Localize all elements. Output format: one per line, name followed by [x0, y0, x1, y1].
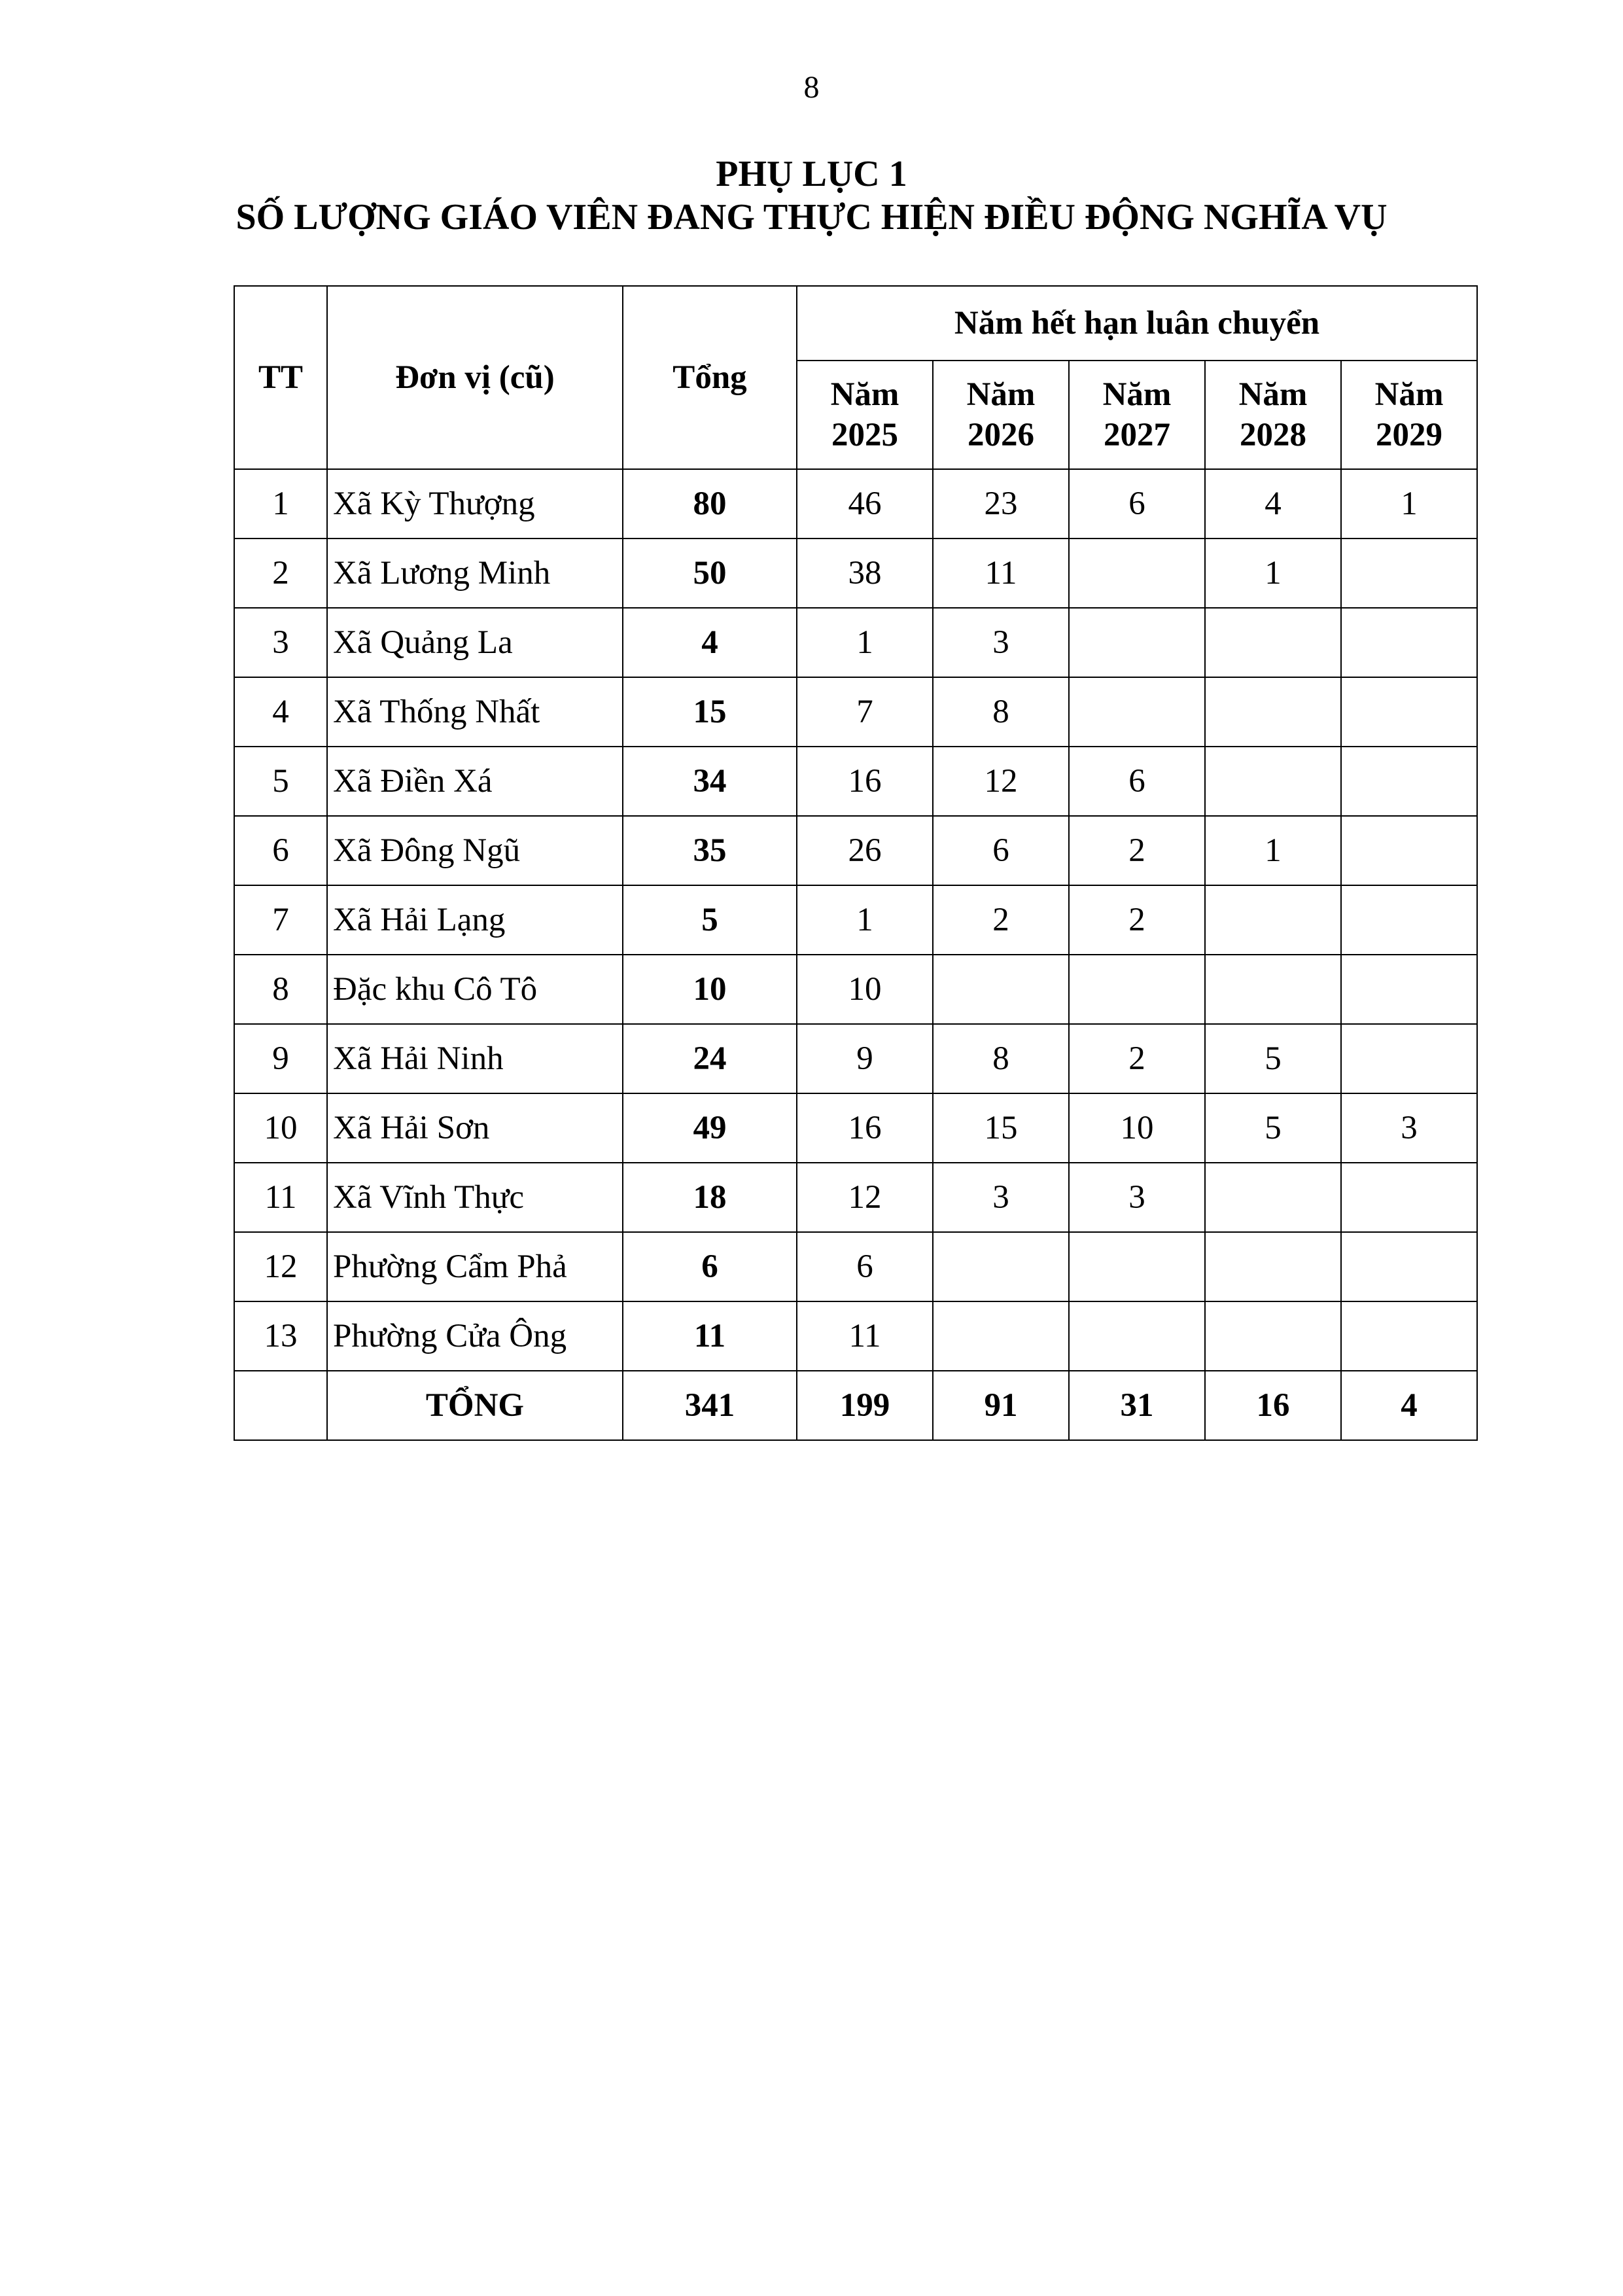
cell-year-2025: 12 — [797, 1163, 933, 1232]
cell-year-2027 — [1069, 1232, 1205, 1301]
cell-year-2025: 46 — [797, 469, 933, 539]
cell-total: 10 — [623, 955, 797, 1024]
cell-year-2026: 3 — [933, 608, 1069, 677]
cell-unit: Xã Kỳ Thượng — [327, 469, 623, 539]
header-year-2028: Năm 2028 — [1205, 361, 1341, 469]
cell-year-2029 — [1341, 608, 1477, 677]
cell-year-2026: 8 — [933, 677, 1069, 747]
cell-tt: 3 — [234, 608, 327, 677]
cell-total: 34 — [623, 747, 797, 816]
totals-year-2026: 91 — [933, 1371, 1069, 1440]
cell-year-2027: 3 — [1069, 1163, 1205, 1232]
cell-year-2025: 16 — [797, 747, 933, 816]
cell-year-2029: 1 — [1341, 469, 1477, 539]
cell-year-2029 — [1341, 1232, 1477, 1301]
table-row — [234, 1232, 1477, 1301]
cell-unit: Xã Điền Xá — [327, 747, 623, 816]
cell-year-2026: 15 — [933, 1093, 1069, 1163]
cell-year-2025: 11 — [797, 1301, 933, 1371]
header-unit: Đơn vị (cũ) — [327, 286, 623, 469]
table-row — [234, 469, 1477, 539]
table-row — [234, 539, 1477, 608]
cell-total: 5 — [623, 885, 797, 955]
cell-year-2029 — [1341, 1163, 1477, 1232]
cell-unit: Xã Lương Minh — [327, 539, 623, 608]
header-year-2025: Năm 2025 — [797, 361, 933, 469]
cell-total: 80 — [623, 469, 797, 539]
cell-year-2029 — [1341, 955, 1477, 1024]
cell-year-2025: 9 — [797, 1024, 933, 1093]
header-total: Tổng — [623, 286, 797, 469]
totals-year-2027: 31 — [1069, 1371, 1205, 1440]
cell-year-2026: 3 — [933, 1163, 1069, 1232]
header-tt: TT — [234, 286, 327, 469]
cell-year-2026 — [933, 955, 1069, 1024]
cell-year-2025: 1 — [797, 608, 933, 677]
teacher-rotation-table — [234, 285, 1478, 1441]
cell-tt: 10 — [234, 1093, 327, 1163]
totals-year-2028: 16 — [1205, 1371, 1341, 1440]
cell-year-2026: 8 — [933, 1024, 1069, 1093]
cell-tt: 8 — [234, 955, 327, 1024]
cell-year-2029 — [1341, 1024, 1477, 1093]
table-row — [234, 885, 1477, 955]
cell-total: 15 — [623, 677, 797, 747]
totals-label: TỔNG — [327, 1371, 623, 1440]
cell-total: 49 — [623, 1093, 797, 1163]
header-year-2029: Năm 2029 — [1341, 361, 1477, 469]
cell-year-2027 — [1069, 677, 1205, 747]
cell-year-2027: 2 — [1069, 816, 1205, 885]
cell-year-2027: 2 — [1069, 1024, 1205, 1093]
cell-year-2025: 38 — [797, 539, 933, 608]
cell-year-2027: 6 — [1069, 747, 1205, 816]
table-row — [234, 816, 1477, 885]
cell-year-2028: 1 — [1205, 539, 1341, 608]
cell-unit: Xã Quảng La — [327, 608, 623, 677]
table-row — [234, 677, 1477, 747]
cell-year-2028 — [1205, 885, 1341, 955]
cell-tt: 1 — [234, 469, 327, 539]
cell-year-2028 — [1205, 747, 1341, 816]
appendix-title: PHỤ LỤC 1 — [716, 154, 907, 194]
totals-row — [234, 1371, 1477, 1440]
cell-unit: Đặc khu Cô Tô — [327, 955, 623, 1024]
cell-year-2027 — [1069, 1301, 1205, 1371]
cell-year-2026 — [933, 1232, 1069, 1301]
cell-year-2028: 1 — [1205, 816, 1341, 885]
cell-unit: Xã Hải Ninh — [327, 1024, 623, 1093]
cell-year-2026: 23 — [933, 469, 1069, 539]
cell-year-2025: 6 — [797, 1232, 933, 1301]
cell-tt: 2 — [234, 539, 327, 608]
cell-year-2029 — [1341, 677, 1477, 747]
cell-unit: Xã Đông Ngũ — [327, 816, 623, 885]
table-row — [234, 1301, 1477, 1371]
cell-year-2028 — [1205, 677, 1341, 747]
table-row — [234, 1163, 1477, 1232]
cell-total: 6 — [623, 1232, 797, 1301]
cell-year-2025: 26 — [797, 816, 933, 885]
cell-tt: 12 — [234, 1232, 327, 1301]
cell-unit: Phường Cửa Ông — [327, 1301, 623, 1371]
cell-year-2029 — [1341, 747, 1477, 816]
cell-total: 18 — [623, 1163, 797, 1232]
cell-year-2025: 10 — [797, 955, 933, 1024]
table-row — [234, 608, 1477, 677]
cell-year-2028 — [1205, 608, 1341, 677]
cell-year-2028 — [1205, 1163, 1341, 1232]
cell-year-2027 — [1069, 539, 1205, 608]
table-row — [234, 1093, 1477, 1163]
table-row — [234, 1024, 1477, 1093]
cell-year-2029 — [1341, 816, 1477, 885]
cell-year-2028: 4 — [1205, 469, 1341, 539]
cell-total: 35 — [623, 816, 797, 885]
cell-tt: 9 — [234, 1024, 327, 1093]
cell-tt: 5 — [234, 747, 327, 816]
cell-year-2025: 7 — [797, 677, 933, 747]
cell-unit: Xã Vĩnh Thực — [327, 1163, 623, 1232]
cell-tt: 4 — [234, 677, 327, 747]
cell-year-2029: 3 — [1341, 1093, 1477, 1163]
cell-year-2029 — [1341, 885, 1477, 955]
cell-year-2027 — [1069, 955, 1205, 1024]
cell-tt: 7 — [234, 885, 327, 955]
cell-total: 11 — [623, 1301, 797, 1371]
table-row — [234, 747, 1477, 816]
cell-unit: Xã Thống Nhất — [327, 677, 623, 747]
cell-year-2026: 2 — [933, 885, 1069, 955]
cell-year-2025: 1 — [797, 885, 933, 955]
totals-year-2029: 4 — [1341, 1371, 1477, 1440]
cell-year-2028 — [1205, 1301, 1341, 1371]
table-row — [234, 955, 1477, 1024]
cell-unit: Phường Cẩm Phả — [327, 1232, 623, 1301]
totals-total: 341 — [623, 1371, 797, 1440]
cell-tt: 13 — [234, 1301, 327, 1371]
cell-year-2028: 5 — [1205, 1024, 1341, 1093]
appendix-subtitle: SỐ LƯỢNG GIÁO VIÊN ĐANG THỰC HIỆN ĐIỀU ĐỘNG NGHĨA VỤ — [236, 197, 1387, 238]
cell-year-2029 — [1341, 539, 1477, 608]
cell-year-2027: 2 — [1069, 885, 1205, 955]
cell-tt: 11 — [234, 1163, 327, 1232]
cell-year-2026: 12 — [933, 747, 1069, 816]
cell-year-2025: 16 — [797, 1093, 933, 1163]
cell-year-2027: 10 — [1069, 1093, 1205, 1163]
cell-unit: Xã Hải Lạng — [327, 885, 623, 955]
cell-year-2026: 11 — [933, 539, 1069, 608]
cell-total: 50 — [623, 539, 797, 608]
totals-empty-cell — [234, 1371, 327, 1440]
cell-tt: 6 — [234, 816, 327, 885]
cell-year-2026: 6 — [933, 816, 1069, 885]
cell-year-2027 — [1069, 608, 1205, 677]
cell-year-2028 — [1205, 1232, 1341, 1301]
cell-unit: Xã Hải Sơn — [327, 1093, 623, 1163]
totals-year-2025: 199 — [797, 1371, 933, 1440]
header-expiry-group: Năm hết hạn luân chuyển — [797, 286, 1477, 361]
page-number: 8 — [803, 70, 820, 105]
header-year-2026: Năm 2026 — [933, 361, 1069, 469]
cell-year-2028 — [1205, 955, 1341, 1024]
cell-year-2028: 5 — [1205, 1093, 1341, 1163]
cell-year-2029 — [1341, 1301, 1477, 1371]
cell-total: 4 — [623, 608, 797, 677]
header-year-2027: Năm 2027 — [1069, 361, 1205, 469]
cell-year-2027: 6 — [1069, 469, 1205, 539]
cell-total: 24 — [623, 1024, 797, 1093]
cell-year-2026 — [933, 1301, 1069, 1371]
table-body — [234, 469, 1477, 1440]
